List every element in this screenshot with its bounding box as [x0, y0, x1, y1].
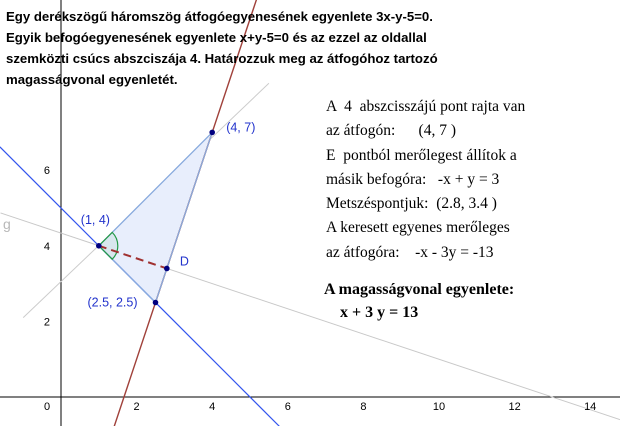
result-title: A magasságvonal egyenlete:: [324, 281, 515, 298]
solution-line: A keresett egyenes merőleges: [326, 219, 510, 237]
point-d[interactable]: [164, 266, 170, 272]
x-tick-label: 6: [284, 401, 291, 413]
solution-line: A 4 abszcisszájú pont rajta van: [326, 98, 526, 115]
solution-line: Metszéspontjuk: (2.8, 3.4 ): [326, 195, 497, 213]
right-triangle: [99, 132, 212, 302]
y-tick-labels: [44, 165, 50, 328]
y-tick-label: 6: [43, 165, 50, 178]
y-tick-label: 4: [43, 240, 50, 253]
x-tick-label: 4: [209, 401, 216, 413]
result-box: [324, 278, 614, 324]
problem-statement: [6, 6, 526, 90]
result-equation: x + 3 y = 13: [324, 304, 419, 321]
x-tick-label: 2: [133, 401, 140, 413]
solution-line: az átfogón: (4, 7 ): [326, 122, 456, 140]
point-c-label: (2.5, 2.5): [87, 295, 138, 310]
problem-line: magasságvonal egyenletét.: [6, 72, 178, 87]
solution-line: E pontból merőlegest állítok a: [326, 146, 517, 164]
y-tick-label: 2: [43, 316, 50, 329]
line-g-label: g: [3, 216, 11, 232]
problem-line: szemközti csúcs abszciszája 4. Határozzuk meg az átfogóhoz tartozó: [6, 51, 438, 66]
solution-text: [326, 95, 616, 265]
solution-line: az átfogóra: -x - 3y = -13: [326, 243, 494, 261]
point-b[interactable]: [209, 130, 215, 136]
x-tick-label: 8: [360, 401, 367, 413]
problem-line: Egy derékszögű háromszög átfogóegyenesének egyenlete 3x-y-5=0.: [6, 9, 433, 24]
x-tick-labels: [44, 401, 596, 413]
x-tick-label: 14: [584, 401, 597, 413]
point-c[interactable]: [153, 300, 159, 306]
x-tick-label: 10: [432, 401, 446, 413]
point-d-label: D: [179, 254, 189, 269]
problem-line: Egyik befogóegyenesének egyenlete x+y-5=0 és az ezzel az oldallal: [6, 30, 427, 45]
point-a[interactable]: [96, 243, 102, 249]
point-a-label: (1, 4): [80, 212, 110, 227]
x-tick-label: 0: [43, 401, 51, 413]
x-tick-label: 12: [508, 401, 521, 413]
solution-line: másik befogóra: -x + y = 3: [326, 170, 500, 188]
point-b-label: (4, 7): [226, 120, 256, 135]
